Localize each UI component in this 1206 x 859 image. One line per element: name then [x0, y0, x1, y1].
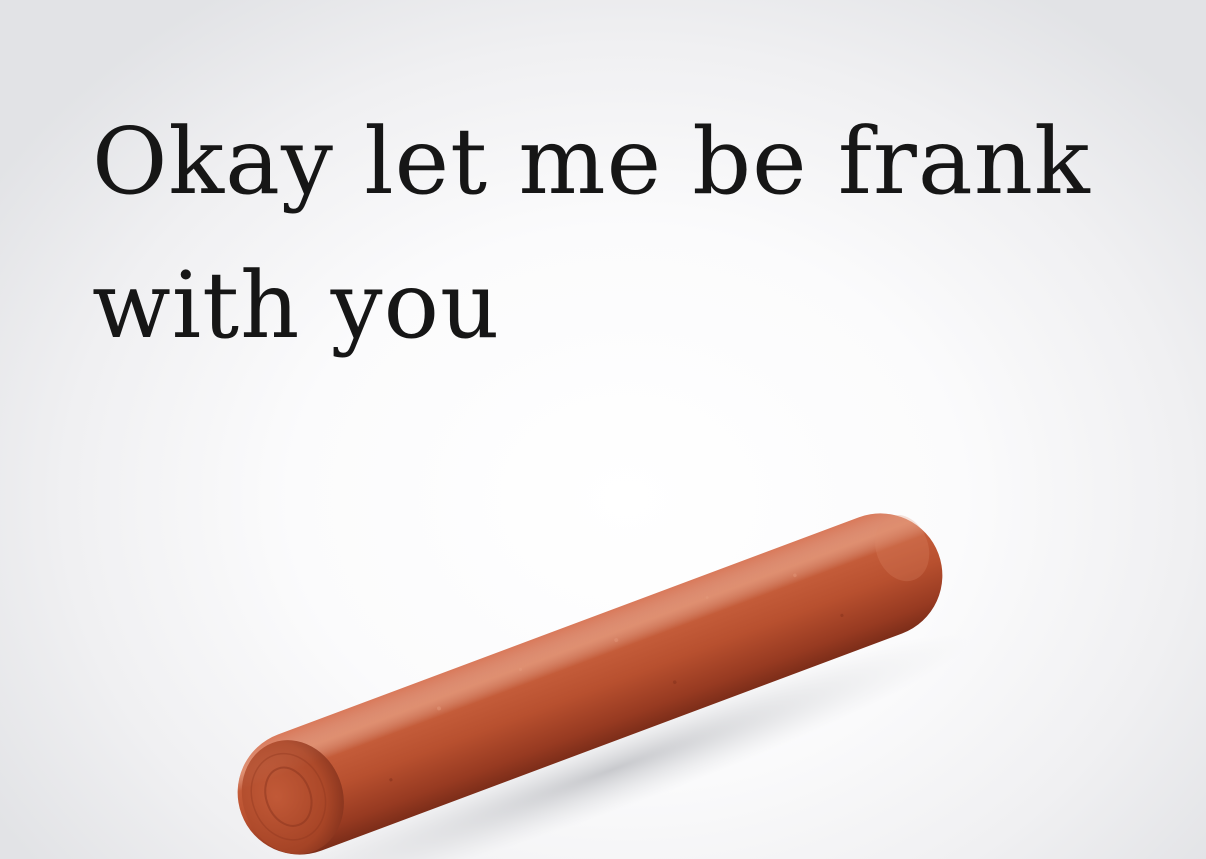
- caption-line-1: Okay let me be frank: [92, 108, 1091, 215]
- caption-line-2: with you: [92, 252, 501, 359]
